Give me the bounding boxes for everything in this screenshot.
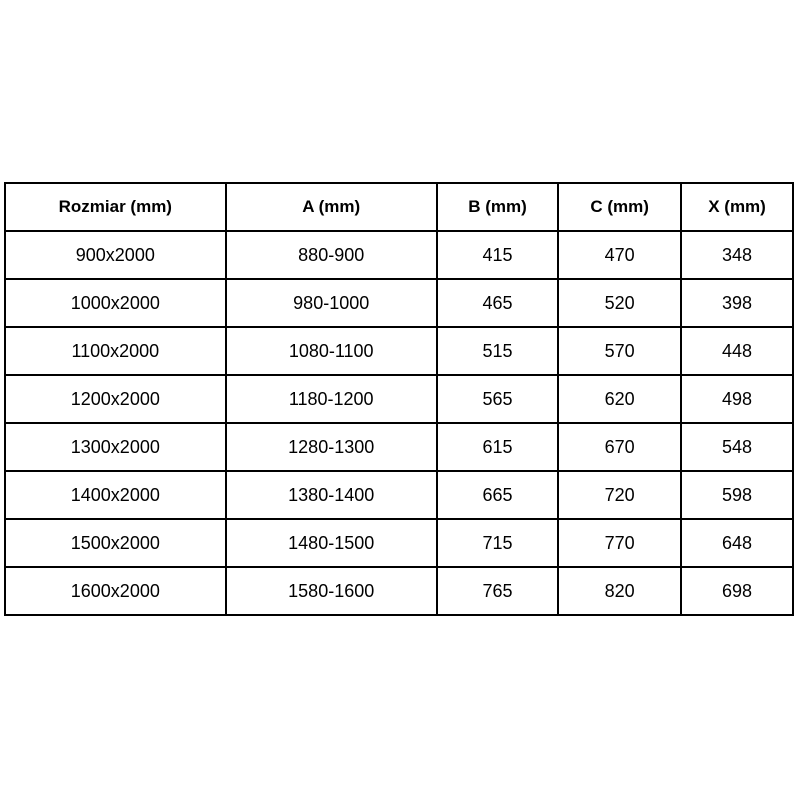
table-cell: 498 xyxy=(681,375,793,423)
table-cell: 1300x2000 xyxy=(5,423,226,471)
table-cell: 520 xyxy=(558,279,681,327)
table-cell: 620 xyxy=(558,375,681,423)
table-cell: 1200x2000 xyxy=(5,375,226,423)
table-cell: 1580-1600 xyxy=(226,567,437,615)
table-cell: 570 xyxy=(558,327,681,375)
column-header: X (mm) xyxy=(681,183,793,231)
table-cell: 415 xyxy=(437,231,558,279)
table-cell: 1500x2000 xyxy=(5,519,226,567)
table-row xyxy=(5,375,793,423)
table-cell: 1600x2000 xyxy=(5,567,226,615)
table-cell: 765 xyxy=(437,567,558,615)
table-cell: 648 xyxy=(681,519,793,567)
table-cell: 515 xyxy=(437,327,558,375)
table-cell: 465 xyxy=(437,279,558,327)
table-row xyxy=(5,423,793,471)
table-cell: 565 xyxy=(437,375,558,423)
table-cell: 1180-1200 xyxy=(226,375,437,423)
table-cell: 770 xyxy=(558,519,681,567)
table-body xyxy=(5,231,793,615)
table-cell: 1000x2000 xyxy=(5,279,226,327)
table-cell: 1080-1100 xyxy=(226,327,437,375)
table-cell: 670 xyxy=(558,423,681,471)
column-header: B (mm) xyxy=(437,183,558,231)
size-dimensions-table xyxy=(4,182,794,616)
column-header: Rozmiar (mm) xyxy=(5,183,226,231)
table-row xyxy=(5,471,793,519)
table-cell: 398 xyxy=(681,279,793,327)
table-cell: 548 xyxy=(681,423,793,471)
table-row xyxy=(5,327,793,375)
table-row xyxy=(5,567,793,615)
table-cell: 880-900 xyxy=(226,231,437,279)
table-cell: 715 xyxy=(437,519,558,567)
table-cell: 1100x2000 xyxy=(5,327,226,375)
table-cell: 448 xyxy=(681,327,793,375)
table-cell: 720 xyxy=(558,471,681,519)
table-row xyxy=(5,231,793,279)
table-cell: 598 xyxy=(681,471,793,519)
column-header: C (mm) xyxy=(558,183,681,231)
table-cell: 1280-1300 xyxy=(226,423,437,471)
column-header: A (mm) xyxy=(226,183,437,231)
table-cell: 1380-1400 xyxy=(226,471,437,519)
table-cell: 900x2000 xyxy=(5,231,226,279)
table-row xyxy=(5,279,793,327)
table-cell: 470 xyxy=(558,231,681,279)
table-row xyxy=(5,519,793,567)
header-row xyxy=(5,183,793,231)
table-cell: 980-1000 xyxy=(226,279,437,327)
table-cell: 348 xyxy=(681,231,793,279)
table-cell: 665 xyxy=(437,471,558,519)
table-cell: 615 xyxy=(437,423,558,471)
table-cell: 1480-1500 xyxy=(226,519,437,567)
table-cell: 820 xyxy=(558,567,681,615)
table-cell: 1400x2000 xyxy=(5,471,226,519)
table-cell: 698 xyxy=(681,567,793,615)
